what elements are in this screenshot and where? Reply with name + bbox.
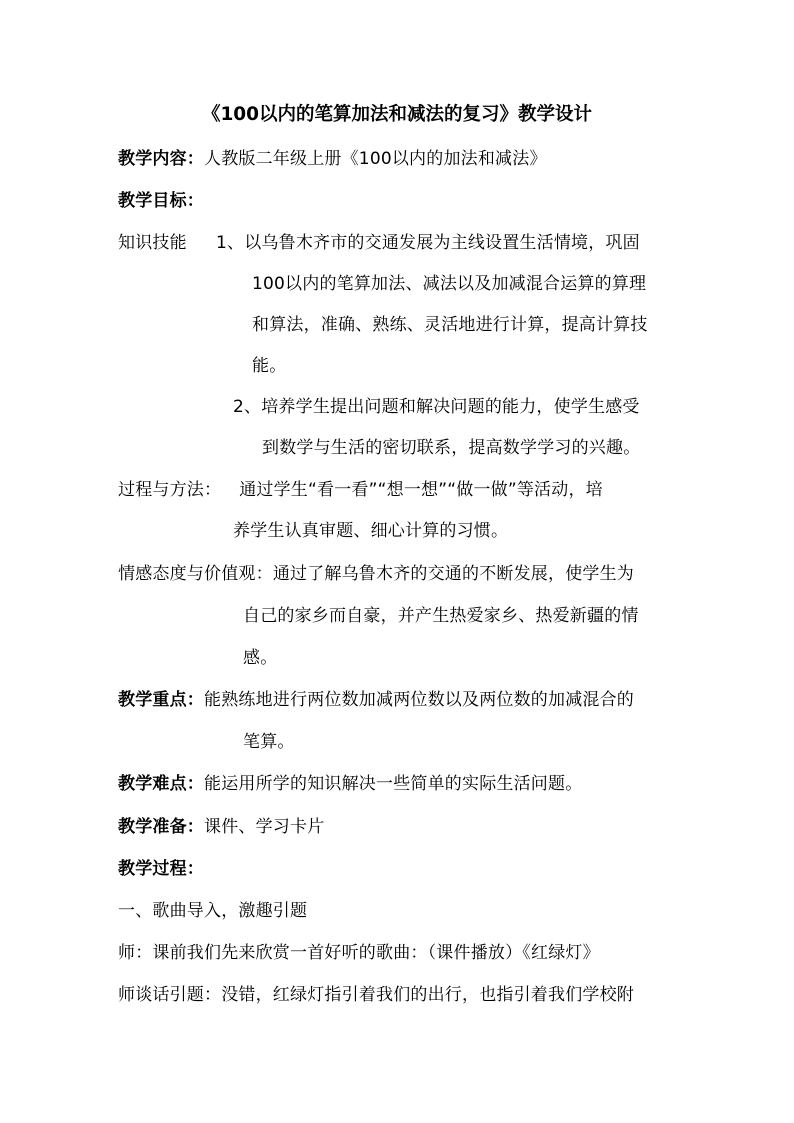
- emotion-line1: [118, 564, 634, 584]
- knowledge-item1-line3: 和算法，准确、熟练、灵活地进行计算，提高计算技: [252, 315, 648, 335]
- emotion-label: 情感态度与价值观：: [118, 564, 273, 584]
- procedure-label: 教学过程：: [118, 859, 204, 879]
- key-point-label: 教学重点：: [118, 690, 204, 710]
- knowledge-skills-label: 知识技能: [118, 233, 187, 253]
- section1-heading: 一、歌曲导入，激趣引题: [118, 901, 308, 921]
- knowledge-item1-line4: 能。: [252, 356, 287, 376]
- process-method-line1: [118, 480, 603, 500]
- difficulty-text: 能运用所学的知识解决一些简单的实际生活问题。: [204, 774, 583, 794]
- knowledge-item2-line1: 2、培养学生提出问题和解决问题的能力，使学生感受: [233, 397, 640, 417]
- key-point-line1: [118, 690, 634, 710]
- key-point-text1: 能熟练地进行两位数加减两位数以及两位数的加减混合的: [204, 690, 634, 710]
- preparation-line: [118, 817, 324, 837]
- process-method-text1: 通过学生“看一看”“想一想”“做一做”等活动，培: [239, 480, 603, 500]
- teaching-content-label: 教学内容：: [118, 149, 204, 169]
- preparation-text: 课件、学习卡片: [204, 817, 325, 837]
- teacher2-text: 没错，红绿灯指引着我们的出行，也指引着我们学校附: [221, 985, 635, 1005]
- knowledge-item2-line2: 到数学与生活的密切联系，提高数学学习的兴趣。: [262, 438, 641, 458]
- teacher2-label: 师谈话引题：: [118, 985, 222, 1005]
- teacher-line2: [118, 985, 634, 1005]
- key-point-line2: 笔算。: [243, 732, 295, 752]
- preparation-label: 教学准备：: [118, 817, 204, 837]
- knowledge-item1-line1: 1、以乌鲁木齐市的交通发展为主线设置生活情境，巩固: [216, 233, 640, 253]
- difficulty-line: [118, 774, 582, 794]
- emotion-line2: 自己的家乡而自豪，并产生热爱家乡、热爱新疆的情: [243, 606, 639, 626]
- teacher-line1: 师：课前我们先来欣赏一首好听的歌曲：（课件播放）《红绿灯》: [118, 943, 600, 963]
- teaching-content-text: 人教版二年级上册《100以内的加法和减法》: [204, 149, 547, 169]
- process-method-label: 过程与方法：: [118, 480, 222, 500]
- knowledge-item1-line2: 100以内的笔算加法、减法以及加减混合运算的算理: [252, 274, 647, 294]
- emotion-text1: 通过了解乌鲁木齐的交通的不断发展，使学生为: [272, 564, 635, 584]
- teaching-objectives-label: 教学目标：: [118, 191, 204, 211]
- emotion-line3: 感。: [243, 648, 278, 668]
- teaching-content-line: [118, 149, 547, 169]
- difficulty-label: 教学难点：: [118, 774, 204, 794]
- process-method-line2: 养学生认真审题、细心计算的习惯。: [233, 521, 509, 541]
- document-title: 《100以内的笔算加法和减法的复习》教学设计: [201, 104, 593, 125]
